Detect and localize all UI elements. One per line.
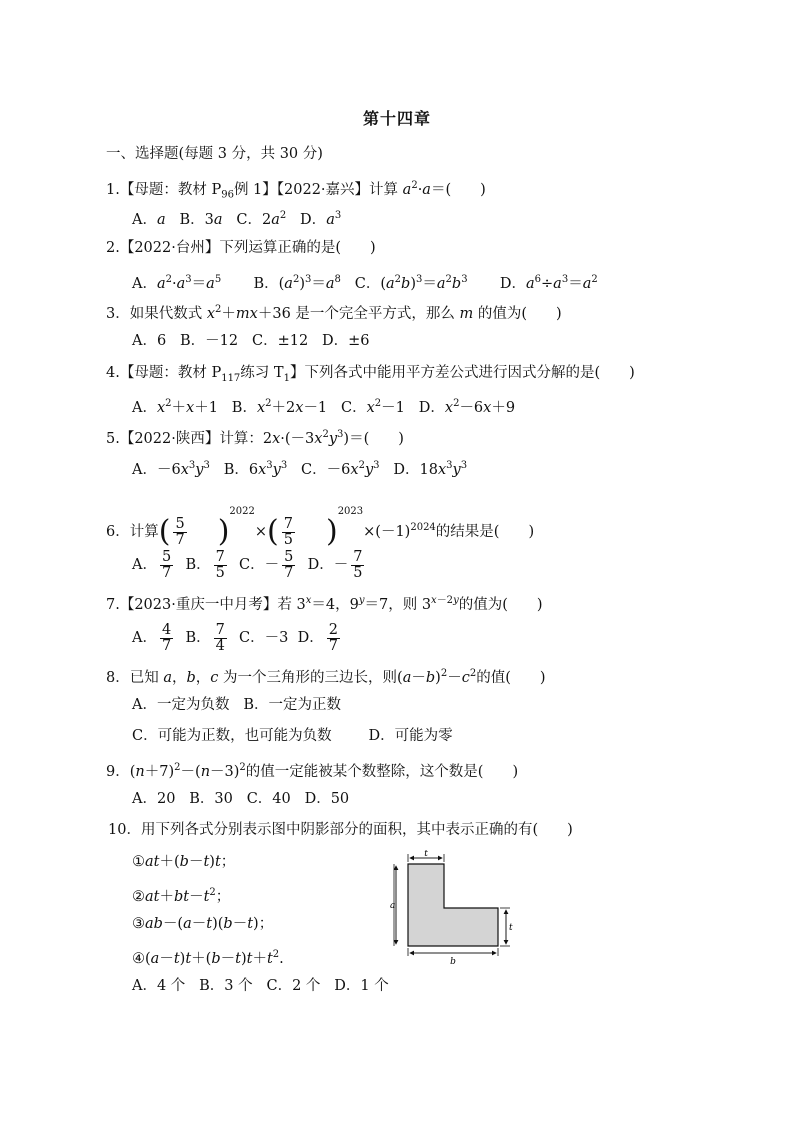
q2-option-c[interactable]: C．$(a^2b)^3=a^2b^3$ [354, 274, 468, 292]
q1-option-a[interactable]: A．a [132, 211, 166, 228]
shaded-region [408, 864, 498, 946]
q5-option-c[interactable]: C．$-6x^2y^3$ [301, 460, 380, 478]
q8-option-b[interactable]: B．一定为正数 [243, 697, 341, 713]
label-b: b [450, 957, 456, 967]
q4-option-d[interactable]: D．$x^2-6x+9$ [418, 398, 516, 416]
question-3-options [132, 331, 370, 351]
q10-option-b[interactable]: B．3 个 [199, 978, 253, 994]
q4-option-c[interactable]: C．$x^2-1$ [341, 398, 405, 416]
q2-option-a[interactable]: A．$a^2\cdot a^3=a^5$ [132, 274, 222, 292]
q6-option-a[interactable]: A． $\frac{5}{7}$ [132, 548, 172, 581]
q9-option-a[interactable]: A．20 [132, 791, 176, 807]
q1-option-c[interactable]: C．$2a^2$ [236, 210, 287, 228]
question-1-stem: 1.【母题：教材 $P_{96}$例 1】【2022·嘉兴】计算 $a^2\cdot a=$( ) [106, 180, 486, 201]
q2-option-b[interactable]: B．$(a^2)^3=a^8$ [253, 274, 341, 292]
q6-option-b[interactable]: B． $\frac{7}{5}$ [185, 548, 225, 581]
q8-option-d[interactable]: D．可能为零 [368, 728, 453, 744]
q10-item-2: $②at+bt-t^2$； [132, 887, 231, 905]
label-a: a [390, 901, 396, 911]
question-2-options [132, 270, 598, 294]
q8-option-c[interactable]: C．可能为正数，也可能为负数 [132, 728, 332, 744]
q7-option-d[interactable]: D． $\frac{2}{7}$ [297, 621, 338, 654]
q5-option-d[interactable]: D．$18x^3y^3$ [393, 460, 468, 478]
question-4-options [132, 394, 515, 418]
question-8-options-row1 [132, 695, 341, 715]
q9-option-b[interactable]: B．30 [189, 791, 233, 807]
fraction-7-5: $\frac{7}{5}$ [283, 515, 293, 548]
question-7-options [132, 618, 343, 658]
page-title: 第十四章 [362, 109, 431, 128]
q1-option-b[interactable]: B．3a [179, 211, 223, 228]
question-2-stem: 2.【2022·台州】下列运算正确的是( ) [106, 240, 376, 256]
q10-option-a[interactable]: A．4 个 [132, 978, 186, 994]
q6-option-c[interactable]: C．－ $\frac{5}{7}$ [239, 548, 294, 581]
label-t-right: t [509, 923, 513, 933]
q6-option-d[interactable]: D．－ $\frac{7}{5}$ [307, 548, 363, 581]
q4-option-b[interactable]: B．$x^2+2x-1$ [231, 398, 328, 416]
fraction-5-7: $\frac{5}{7}$ [175, 515, 185, 548]
question-4-stem: 4.【母题：教材 $P_{117}$练习 $T_1$】下列各式中能用平方差公式进行因式分解的是( ) [106, 365, 635, 384]
q3-option-b[interactable]: B．－12 [180, 333, 239, 349]
q10-item-3: ③ab－(a－t)(b－t)； [132, 916, 274, 932]
section-heading: 一、选择题(每题 3 分，共 30 分) [106, 146, 323, 162]
question-9-stem: 9．$(n+7)^2-(n-3)^2$的值一定能被某个数整除，这个数是( ) [106, 762, 519, 780]
q7-option-c[interactable]: C．－3 [239, 630, 289, 646]
question-6-stem: 6．计算( $\frac{5}{7}$ )$^{2022}$×( $\frac{7}{5}$ )$^{2023}\times(-1)^{2024}$的结果是( ) [106, 506, 535, 549]
q7-option-b[interactable]: B． $\frac{7}{4}$ [185, 621, 225, 654]
q8-option-a[interactable]: A．一定为负数 [132, 697, 230, 713]
question-10-options [132, 976, 389, 996]
question-10-stem: 10．用下列各式分别表示图中阴影部分的面积，其中表示正确的有( ) [108, 822, 573, 838]
question-3-stem: 3．如果代数式 $x^2+mx+36$ 是一个完全平方式，那么 m 的值为( ) [106, 304, 562, 322]
q9-option-d[interactable]: D．50 [304, 791, 350, 807]
q10-option-c[interactable]: C．2 个 [266, 978, 321, 994]
q7-option-a[interactable]: A． $\frac{4}{7}$ [132, 621, 172, 654]
q5-option-b[interactable]: B．$6x^3y^3$ [223, 460, 288, 478]
q10-option-d[interactable]: D．1 个 [334, 978, 389, 994]
q3-option-c[interactable]: C．±12 [251, 333, 309, 349]
q3-option-d[interactable]: D．±6 [322, 333, 370, 349]
question-5-stem: 5.【2022·陕西】计算：$2x\cdot(-3x^2y^3)=$( ) [106, 429, 404, 447]
question-8-stem: 8．已知 a，b，c 为一个三角形的三边长，则$(a-b)^2-c^2$的值( ) [106, 668, 546, 686]
label-t-top: t [424, 850, 428, 859]
question-6-options [132, 545, 367, 585]
q10-item-4: $④(a-t)t+(b-t)t+t^2$. [132, 949, 284, 967]
l-shape-diagram [388, 850, 518, 970]
q1-option-d[interactable]: D．$a^3$ [300, 210, 342, 228]
question-7-stem: 7.【2023·重庆一中月考】若 $3^x=4$，$9^y=7$，则 $3^{x-2y}$的值为( ) [106, 595, 543, 613]
q2-option-d[interactable]: D．$a^6\div a^3=a^2$ [499, 274, 598, 292]
q9-option-c[interactable]: C．40 [246, 791, 291, 807]
q4-option-a[interactable]: A．$x^2+x+1$ [132, 398, 218, 416]
question-8-options-row2 [132, 726, 453, 746]
q3-option-a[interactable]: A．6 [132, 333, 167, 349]
question-5-options [132, 456, 467, 480]
q5-option-a[interactable]: A．$-6x^3y^3$ [132, 460, 210, 478]
question-9-options [132, 789, 349, 809]
question-1-options [132, 206, 341, 230]
q10-item-1: ①at＋(b－t)t； [132, 854, 236, 870]
